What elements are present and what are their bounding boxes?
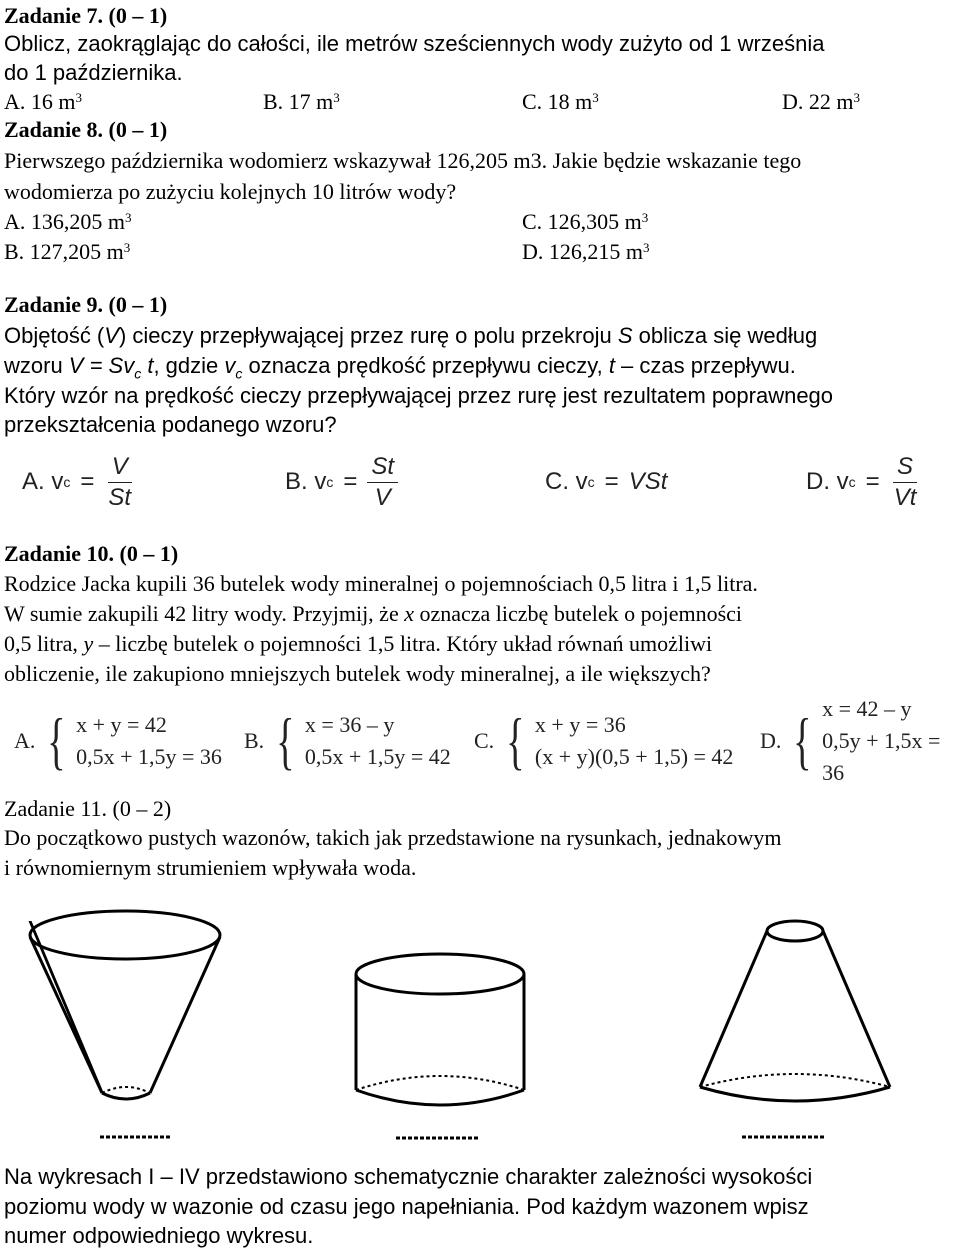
task-10-text: W sumie zakupili 42 litry wody. Przyjmij, że x oznacza liczbę butelek o pojemności	[4, 601, 743, 626]
vase-cylinder-icon	[350, 950, 530, 1155]
task-10-option-c[interactable]: C. { x + y = 36 (x + y)(0,5 + 1,5) = 42	[474, 705, 734, 776]
task-11-text: Na wykresach I – IV przedstawiono schematycznie charakter zależności wysokości	[4, 1164, 813, 1189]
task-8-option-b[interactable]: B. 127,205 $m^3$	[4, 239, 131, 264]
task-11-text: Do początkowo pustych wazonów, takich jak przedstawione na rysunkach, jednakowym	[4, 825, 782, 850]
task-10-option-b[interactable]: B. { x = 36 – y 0,5x + 1,5y = 42	[244, 705, 451, 776]
task-8-option-d[interactable]: D. 126,215 $m^3$	[522, 239, 650, 264]
task-10-text: Rodzice Jacka kupili 36 butelek wody mineralnej o pojemnościach 0,5 litra i 1,5 litra.	[4, 571, 758, 596]
task-11-title: Zadanie 11. (0 – 2)	[4, 796, 172, 821]
task-7-title: Zadanie 7. (0 – 1)	[4, 3, 168, 28]
task-7-text: do 1 października.	[4, 60, 183, 85]
task-11-text: numer odpowiedniego wykresu.	[4, 1223, 314, 1248]
task-9-option-c[interactable]: C. v c = VSt	[545, 468, 668, 495]
task-9-text: Który wzór na prędkość cieczy przepływającej przez rurę jest rezultatem poprawnego	[4, 383, 834, 408]
task-9-text: Objętość (V) cieczy przepływającej przez rurę o polu przekroju S oblicza się według	[4, 323, 818, 348]
task-10-text: 0,5 litra, y – liczbę butelek o pojemności 1,5 litra. Który układ równań umożliwi	[4, 631, 713, 656]
task-9-text: wzoru $V = Sv_c$ t, gdzie $v_c$ oznacza prędkość przepływu cieczy, t – czas przepływu.	[4, 353, 796, 382]
vase-cone-icon	[690, 915, 900, 1155]
task-8-title: Zadanie 8. (0 – 1)	[4, 117, 168, 142]
vase-inverted-cone-icon	[20, 905, 230, 1155]
task-8-text: wodomierza po zużyciu kolejnych 10 litrów wody?	[4, 179, 457, 204]
task-8-option-c[interactable]: C. 126,305 $m^3$	[522, 209, 649, 234]
task-9-title: Zadanie 9. (0 – 1)	[4, 292, 168, 317]
task-7-text: Oblicz, zaokrąglając do całości, ile metrów sześciennych wody zużyto od 1 września	[4, 31, 825, 56]
task-8-option-a[interactable]: A. 136,205 $m^3$	[4, 209, 132, 234]
task-9-option-b[interactable]: B. v c = $\frac{St}{V}$	[285, 446, 398, 518]
task-7-option-d[interactable]: D. 22 $m^3$	[782, 89, 860, 114]
task-9-option-d[interactable]: D. v c = $\frac{S}{Vt}$	[806, 452, 917, 511]
task-7-option-b[interactable]: B. 17 $m^3$	[263, 89, 340, 114]
task-11-text: poziomu wody w wazonie od czasu jego napełniania. Pod każdym wazonem wpisz	[4, 1194, 809, 1219]
task-10-title: Zadanie 10. (0 – 1)	[4, 541, 179, 566]
task-9-text: przekształcenia podanego wzoru?	[4, 412, 337, 437]
task-7-option-c[interactable]: C. 18 $m^3$	[522, 89, 599, 114]
task-10-option-a[interactable]: A. { x + y = 42 0,5x + 1,5y = 36	[14, 705, 222, 776]
task-7-option-a[interactable]: A. 16 $m^3$	[4, 89, 82, 114]
task-10-option-d[interactable]: D. { x = 42 – y 0,5y + 1,5x = 36	[760, 696, 941, 785]
task-11-text: i równomiernym strumieniem wpływała woda.	[4, 855, 417, 880]
task-10-text: obliczenie, ile zakupiono mniejszych butelek wody mineralnej, a ile większych?	[4, 661, 711, 686]
task-9-option-a[interactable]: A. v c = $\frac{V}{St}$	[22, 452, 132, 511]
task-8-text: Pierwszego października wodomierz wskazywał 126,205 m3. Jakie będzie wskazanie tego	[4, 148, 802, 173]
